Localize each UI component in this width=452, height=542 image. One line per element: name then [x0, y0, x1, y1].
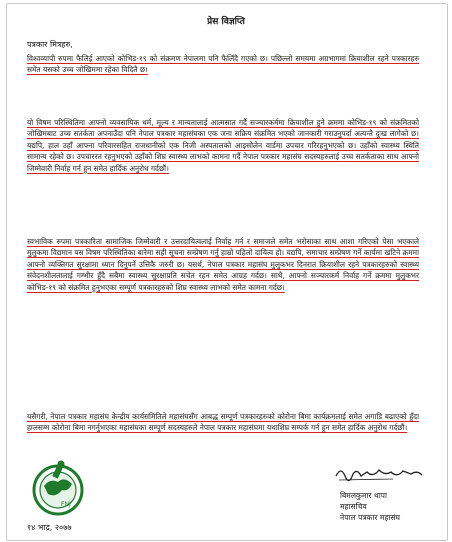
paragraph-4-text: यसैगरी, नेपाल पत्रकार महासंघ केन्द्रीय कार्यसमितिले महासंघसँग आबद्ध सम्पूर्ण पत्रकारहरुको कोरोना बिमा कार्यक्रमलाई समेत अगाडि बढाएको हुँदा हालसम्म कोरोना बिमा नगर्नुभएका महासंघका सम्पूर्ण सदस्यहरुले नेपाल पत्रकार महासंघमा यथाशिघ्र सम्पर्क गर्न हुन समेत हार्दिक अनुरोध गर्दछौं।	[27, 412, 419, 433]
paragraph-3-text: स्वभाविक रुपमा पत्रकारिता सामाजिक जिम्मेवारी र उत्तरदायित्वलाई निर्वाह गर्न र समाजले समेत भरोसाका साथ आशा गरिएको पेसा भएकाले मुलुकमा विद्यमान यस विषम परिस्थितिका बारेमा सही सूचना सम्प्रेषण गर्नु हाम्रो पहिलो दायित्व हो। यद्यपि, समाचार सम्प्रेषण गर्ने कार्यमा खटिने क्रममा आफ्नो व्यक्तिगत सुरक्षामा ध्यान दिनुपर्ने उत्तिकै जरुरी छ। यसर्थ, नेपाल पत्रकार महासंघ मुलुकभर दिनरात क्रियाशील रहने पत्रकारहरुको स्वास्थ्य संवेदनशीलतालाई गम्भीर हुँदै सबैमा स्वास्थ्य सुरक्षाप्रति सचेत रहन समेत आग्रह गर्दछ। साथै, आफ्नो सञ्चारकर्म निर्वाह गर्ने क्रममा मुलुकभर कोभिड-१९ को संक्रमित हुनुभएका सम्पूर्ण पत्रकारहरुको शिघ्र स्वास्थ्य लाभको समेत कामना गर्दछ।	[27, 237, 419, 292]
paragraph-3	[27, 236, 419, 293]
salutation: पत्रकार मित्रहरु,	[27, 40, 73, 49]
signatory-name: बिमलकुमार थापा	[340, 491, 387, 500]
signature-block	[340, 490, 400, 523]
paragraph-2	[27, 117, 419, 174]
logo-text: FNJ	[61, 501, 71, 508]
paragraph-1	[27, 53, 419, 76]
paragraph-2-text: यो विषम परिस्थितिमा आफ्नो व्यवसायिक धर्म, मूल्य र मान्यतालाई आत्मसात गर्दै सञ्चारकर्ममा क्रियाशील हुने क्रममा कोभिड-१९ को संक्रमितको जोखिमबाट उच्च सतर्कता अपनाउँदा पनि नेपाल पत्रकार महासंघका एक जना सक्रिय संक्रमित भएको जानकारी गराउनुपर्दा अत्यन्तै दुःख लागेको छ। यद्यपि, हाल उहाँ आफ्ना परिवारसहित राजधानीको एक निजी अस्पतालको आइसोलेन वार्डमा उपचार गरिरहनुभएको छ। उहाँको स्वास्थ्य स्थिति सामान्य रहेको छ। उपचाररत रहनुभएको उहाँको शिघ्र स्वास्थ्य लाभको कामना गर्दै नेपाल पत्रकार महासंघ सदस्यहरुलाई उच्च सतर्कताका साथ आफ्नो जिम्मेवारी निर्वाह गर्न हुन समेत हार्दिक अनुरोध गर्दछौं।	[27, 118, 419, 173]
signatory-title: महासचिव	[340, 502, 367, 511]
paragraph-4	[27, 411, 419, 434]
handwritten-signature	[333, 462, 425, 486]
signatory-organization: नेपाल पत्रकार महासंघ	[340, 513, 401, 522]
document-date: १४ भाद्र, २०७७	[27, 523, 72, 532]
paragraph-1-text: विश्वव्यापी रुपमा फैलिई आएको कोभिड-१९ को संक्रमण नेपालमा पनि फैलिँदै गएको छ। पछिल्लो समयमा अग्रभागमा क्रियाशील रहने पत्रकारहरु समेत यसको उच्च जोखिममा रहेका विदितै छ।	[27, 54, 419, 75]
document-heading: प्रेस विज्ञप्ति	[207, 17, 245, 27]
fnj-logo	[28, 458, 88, 518]
